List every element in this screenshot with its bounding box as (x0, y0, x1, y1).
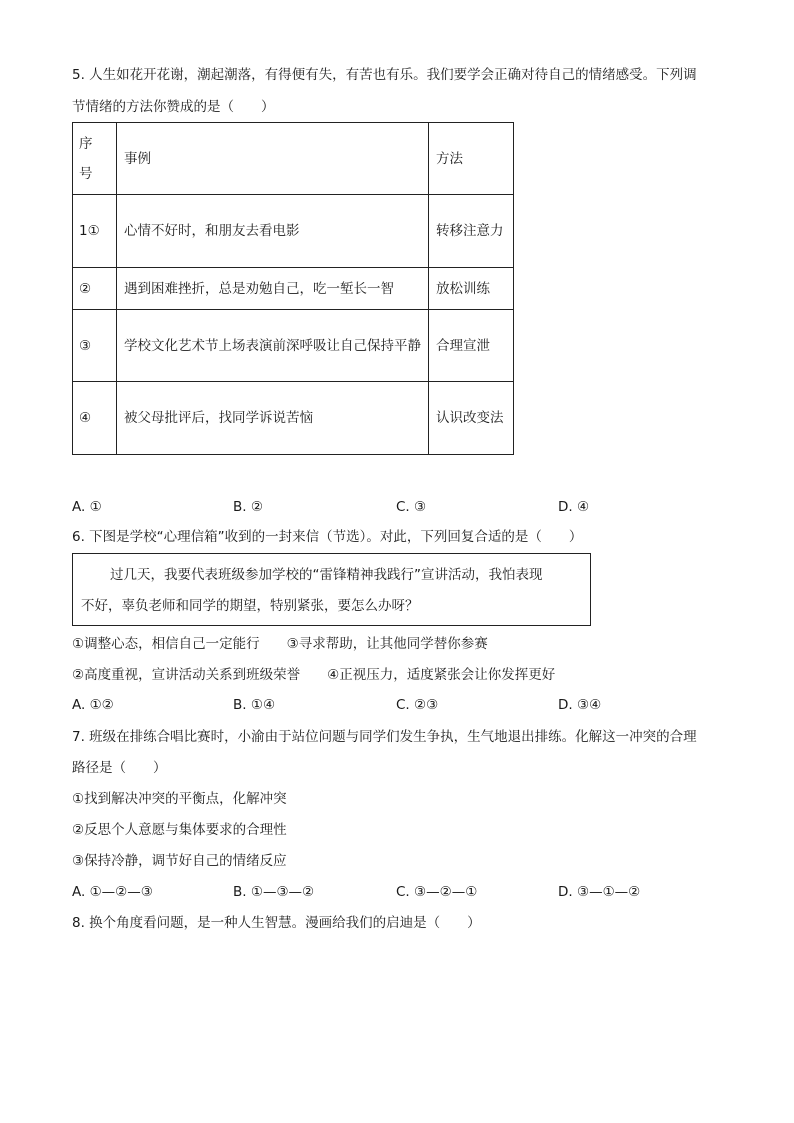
option-b[interactable]: B. ①④ (233, 697, 276, 713)
table-row (73, 268, 514, 310)
q7-options (72, 882, 641, 902)
row-case: 被父母批评后，找同学诉说苦恼 (117, 382, 429, 455)
row-case: 学校文化艺术节上场表演前深呼吸让自己保持平静 (117, 310, 429, 382)
option-c[interactable]: C. ③—②—① (396, 884, 478, 900)
q7-statement-1: ①找到解决冲突的平衡点，化解冲突 (72, 791, 287, 807)
table-header-row (73, 123, 514, 195)
row-case: 遇到困难挫折，总是劝勉自己，吃一堑长一智 (117, 268, 429, 310)
q7-stem-line2: 路径是（ ） (72, 760, 167, 776)
table-row (73, 382, 514, 455)
q6-letter-box (72, 553, 591, 626)
option-a[interactable]: A. ① (72, 499, 102, 515)
q6-options (72, 695, 632, 715)
row-no: ③ (73, 310, 117, 382)
option-a[interactable]: A. ①② (72, 697, 114, 713)
letter-line2: 不好，辜负老师和同学的期望，特别紧张，要怎么办呀？ (81, 598, 419, 614)
row-no: 1① (73, 195, 117, 268)
table-row (73, 310, 514, 382)
option-c[interactable]: C. ③ (396, 499, 427, 515)
option-d[interactable]: D. ④ (558, 499, 590, 515)
row-method: 转移注意力 (429, 195, 514, 268)
row-no: ④ (73, 382, 117, 455)
q6-stem: 6. 下图是学校“心理信箱”收到的一封来信（节选）。对此，下列回复合适的是（ ） (72, 529, 583, 545)
letter-line1: 过几天，我要代表班级参加学校的“雷锋精神我践行”宣讲活动，我怕表现 (110, 567, 543, 583)
q5-table (72, 122, 514, 455)
row-method: 合理宣泄 (429, 310, 514, 382)
q7-statement-3: ③保持冷静，调节好自己的情绪反应 (72, 853, 287, 869)
row-case: 心情不好时，和朋友去看电影 (117, 195, 429, 268)
header-no: 序 号 (73, 123, 117, 195)
row-no: ② (73, 268, 117, 310)
q8-stem: 8. 换个角度看问题，是一种人生智慧。漫画给我们的启迪是（ ） (72, 915, 481, 931)
q5-options (72, 497, 632, 517)
row-method: 认识改变法 (429, 382, 514, 455)
option-c[interactable]: C. ②③ (396, 697, 439, 713)
option-a[interactable]: A. ①—②—③ (72, 884, 153, 900)
q7-stem-line1: 7. 班级在排练合唱比赛时，小渝由于站位问题与同学们发生争执，生气地退出排练。化解这一冲突的合理 (72, 729, 697, 745)
row-method: 放松训练 (429, 268, 514, 310)
q6-statements-line2: ②高度重视，宣讲活动关系到班级荣誉 ④正视压力，适度紧张会让你发挥更好 (72, 667, 556, 683)
option-d[interactable]: D. ③—①—② (558, 884, 641, 900)
table-row (73, 195, 514, 268)
option-d[interactable]: D. ③④ (558, 697, 602, 713)
q6-statements-line1: ①调整心态，相信自己一定能行 ③寻求帮助，让其他同学替你参赛 (72, 636, 488, 652)
option-b[interactable]: B. ② (233, 499, 263, 515)
q5-stem-line1: 5. 人生如花开花谢，潮起潮落，有得便有失，有苦也有乐。我们要学会正确对待自己的情绪感受。下列调 (72, 67, 697, 83)
header-method: 方法 (429, 123, 514, 195)
q5-stem-line2: 节情绪的方法你赞成的是（ ） (72, 99, 275, 115)
q7-statement-2: ②反思个人意愿与集体要求的合理性 (72, 822, 287, 838)
header-case: 事例 (117, 123, 429, 195)
option-b[interactable]: B. ①—③—② (233, 884, 315, 900)
